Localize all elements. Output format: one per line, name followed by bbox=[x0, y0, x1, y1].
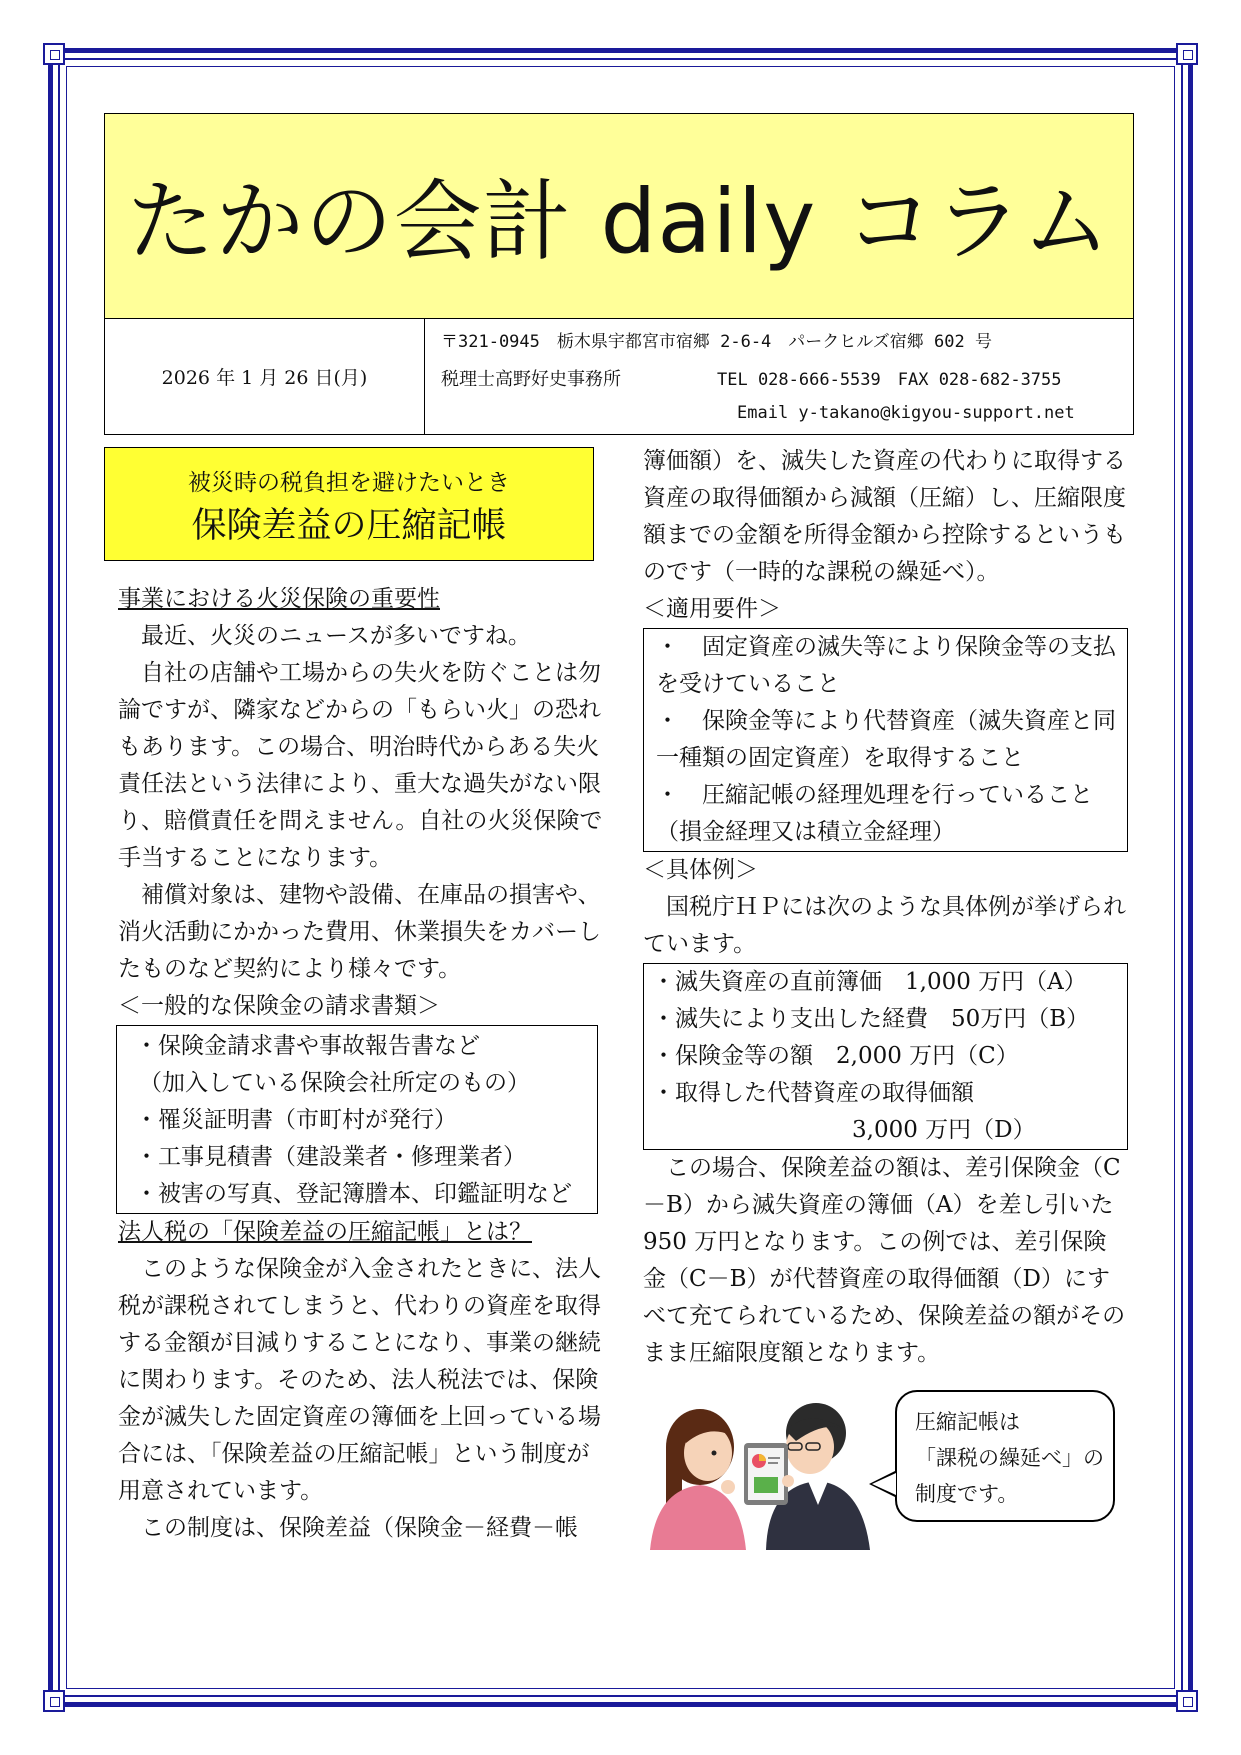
list-item: ・滅失資産の直前簿価 1,000 万円（A） bbox=[652, 969, 1087, 995]
list-item: ・ 固定資産の滅失等により保険金等の支払を受けていること bbox=[656, 634, 1116, 697]
date-cell bbox=[105, 319, 425, 434]
paragraph: このような保険金が入金されたときに、法人税が課税されてしまうと、代わりの資産を取得する金額が目減りすることになり、事業の継続に関わります。そのため、法人税法では、保険金が滅失した固定資産の簿価を上回っている場合には、「保険差益の圧縮記帳」という制度が用意されています。 bbox=[118, 1256, 601, 1504]
page-title: たかの会計 daily コラム bbox=[126, 170, 1112, 273]
paragraph: 最近、火災のニュースが多いですね。 bbox=[141, 623, 531, 649]
issue-date: 2026 年 1 月 26 日(月) bbox=[161, 367, 368, 389]
corner-ornament bbox=[1176, 1690, 1198, 1712]
list-item: ・ 圧縮記帳の経理処理を行っていること（損金経理又は積立金経理） bbox=[656, 782, 1093, 845]
list-item: 3,000 万円（D） bbox=[852, 1117, 1036, 1143]
office-phone-fax: TEL 028-666-5539 FAX 028-682-3755 bbox=[717, 370, 1062, 390]
list-item: （加入している保険会社所定のもの） bbox=[139, 1070, 530, 1096]
topic-subtitle: 被災時の税負担を避けたいとき bbox=[188, 470, 510, 496]
bubble-line: 圧縮記帳は bbox=[915, 1410, 1020, 1434]
list-item: ・工事見積書（建設業者・修理業者） bbox=[135, 1144, 526, 1170]
office-email: Email y-takano@kigyou-support.net bbox=[737, 403, 1075, 423]
consultation-illustration bbox=[648, 1385, 888, 1550]
bubble-line: 「課税の繰延べ」の bbox=[915, 1446, 1104, 1470]
topic-box bbox=[104, 447, 594, 561]
section-heading: ＜具体例＞ bbox=[643, 857, 758, 883]
right-column bbox=[643, 443, 1128, 1372]
corner-ornament bbox=[1176, 43, 1198, 65]
example-box bbox=[643, 963, 1128, 1150]
topic-title: 保険差益の圧縮記帳 bbox=[191, 506, 507, 546]
section-heading: ＜適用要件＞ bbox=[643, 596, 781, 622]
requirements-box bbox=[643, 628, 1128, 852]
paragraph: 国税庁ＨＰには次のような具体例が挙げられています。 bbox=[643, 894, 1126, 957]
newsletter-header bbox=[104, 113, 1134, 435]
list-item: ・ 保険金等により代替資産（滅失資産と同一種類の固定資産）を取得すること bbox=[656, 708, 1116, 771]
bubble-tail bbox=[869, 1470, 897, 1498]
corner-ornament bbox=[43, 43, 65, 65]
section-heading: ＜一般的な保険金の請求書類＞ bbox=[118, 993, 440, 1019]
speech-bubble bbox=[895, 1390, 1115, 1522]
bubble-line: 制度です。 bbox=[915, 1482, 1019, 1506]
contact-cell bbox=[425, 319, 1133, 434]
corner-ornament bbox=[43, 1690, 65, 1712]
section-heading: 法人税の「保険差益の圧縮記帳」とは？ bbox=[118, 1219, 532, 1245]
paragraph: 自社の店舗や工場からの失火を防ぐことは勿論ですが、隣家などからの「もらい火」の恐れもあります。この場合、明治時代からある失火責任法という法律により、重大な過失がない限り、賠償責任を問えません。自社の火災保険で手当することになります。 bbox=[118, 660, 603, 871]
claim-documents-box bbox=[116, 1025, 598, 1214]
paragraph: 補償対象は、建物や設備、在庫品の損害や、消火活動にかかった費用、休業損失をカバーしたものなど契約により様々です。 bbox=[118, 882, 601, 982]
left-column bbox=[118, 581, 608, 1547]
office-address: 〒321-0945 栃木県宇都宮市宿郷 2-6-4 パークヒルズ宿郷 602 号 bbox=[441, 332, 992, 352]
list-item: ・被害の写真、登記簿謄本、印鑑証明など bbox=[135, 1181, 572, 1207]
list-item: ・保険金等の額 2,000 万円（C） bbox=[652, 1043, 1019, 1069]
section-heading: 事業における火災保険の重要性 bbox=[118, 586, 440, 612]
paragraph: この制度は、保険差益（保険金－経費－帳 bbox=[141, 1515, 578, 1541]
list-item: ・取得した代替資産の取得価額 bbox=[652, 1080, 974, 1106]
title-banner bbox=[105, 114, 1133, 319]
paragraph: 簿価額）を、滅失した資産の代わりに取得する資産の取得価額から減額（圧縮）し、圧縮限度額までの金額を所得金額から控除するというものです（一時的な課税の繰延べ）。 bbox=[643, 448, 1126, 585]
paragraph: この場合、保険差益の額は、差引保険金（C－B）から滅失資産の簿価（A）を差し引いた 950 万円となります。この例では、差引保険金（C－B）が代替資産の取得価額（D）にすべて充てられているため、保険差益の額がそのまま圧縮限度額となります。 bbox=[643, 1155, 1126, 1366]
list-item: ・保険金請求書や事故報告書など bbox=[135, 1033, 480, 1059]
office-name: 税理士高野好史事務所 bbox=[441, 369, 621, 390]
list-item: ・罹災証明書（市町村が発行） bbox=[135, 1107, 457, 1133]
list-item: ・滅失により支出した経費 50万円（B） bbox=[652, 1006, 1090, 1032]
